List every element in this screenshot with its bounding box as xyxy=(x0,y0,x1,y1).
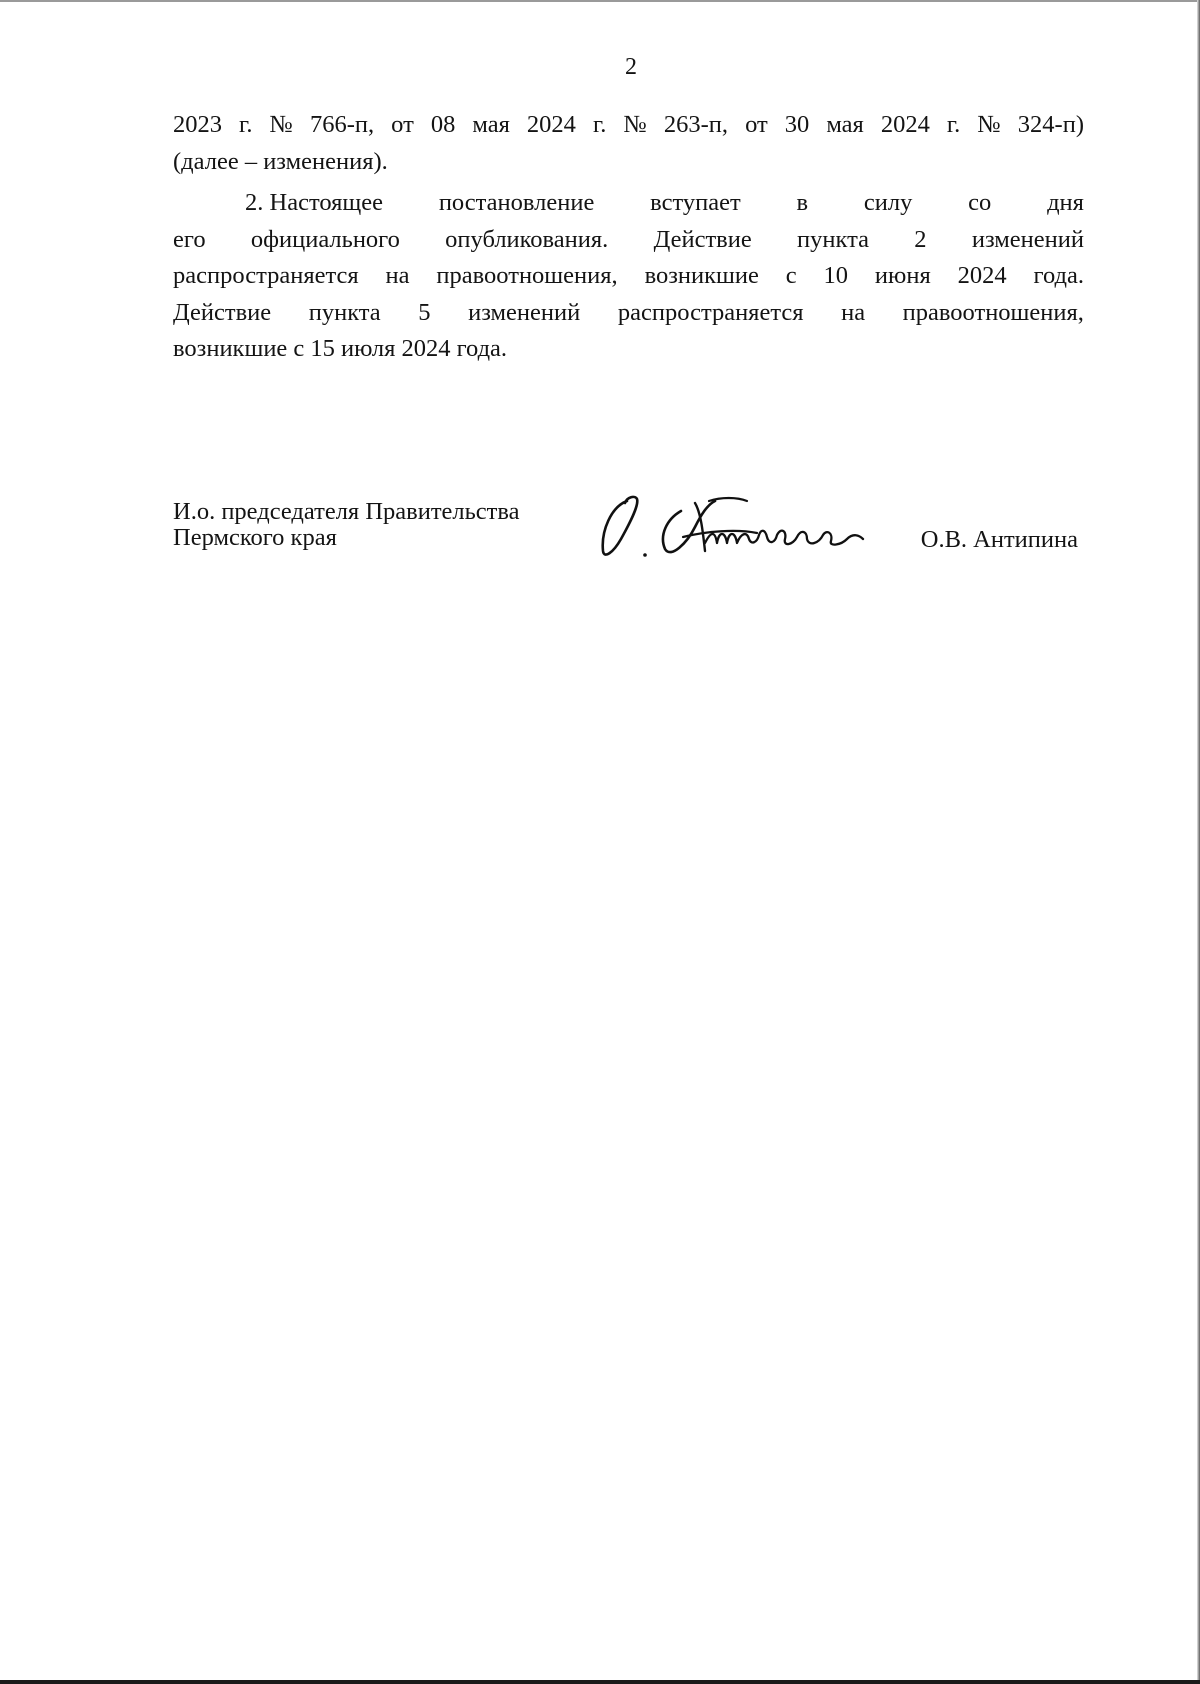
paragraph-2-line-4 xyxy=(173,295,1084,332)
word: 2024 xyxy=(526,111,576,138)
word: июня xyxy=(874,262,931,289)
word: правоотношения, xyxy=(436,262,618,289)
word: со xyxy=(968,189,992,216)
paragraph-2-line-3 xyxy=(173,258,1084,295)
word: 10 xyxy=(823,262,849,289)
signature-block xyxy=(173,499,1084,569)
word: опубликования. xyxy=(445,225,609,253)
signer-name: О.В. Антипина xyxy=(920,526,1078,553)
word: 2 xyxy=(914,225,927,253)
word: мая xyxy=(472,111,510,138)
word: 324-п) xyxy=(1017,111,1084,138)
word: 2023 xyxy=(173,111,222,138)
word: № xyxy=(269,111,293,138)
signer-position xyxy=(173,499,520,551)
scan-edge-top xyxy=(0,0,1200,2)
signer-position-line-2: Пермского края xyxy=(173,524,337,551)
word: Действие xyxy=(653,225,752,253)
word: его xyxy=(173,225,206,253)
word: силу xyxy=(863,189,913,216)
word: с xyxy=(785,262,797,289)
word: в xyxy=(796,189,809,216)
word: от xyxy=(745,111,768,138)
word: постановление xyxy=(438,189,595,216)
word: г. xyxy=(592,111,607,138)
paragraph-2 xyxy=(173,185,1084,368)
paragraph-continuation xyxy=(173,107,1084,180)
word: года. xyxy=(1033,262,1084,289)
page-number: 2 xyxy=(625,54,637,80)
word: 08 xyxy=(430,111,456,138)
word: 766-п, xyxy=(309,111,375,138)
word: изменений xyxy=(468,298,581,326)
signer-position-line-1: И.о. председателя Правительства xyxy=(173,498,520,525)
paragraph-2-line-1 xyxy=(173,185,1084,222)
word: № xyxy=(623,111,647,138)
word: г. xyxy=(946,111,961,138)
word: пункта xyxy=(797,225,869,253)
word: возникшие xyxy=(644,262,759,289)
word: 2024 xyxy=(957,262,1007,289)
paragraph-continuation-line-2: (далее – изменения). xyxy=(173,147,388,175)
word: распространяется xyxy=(173,262,359,289)
word: изменений xyxy=(971,225,1084,253)
paragraph-continuation-line-1 xyxy=(173,107,1084,144)
word: пункта xyxy=(308,298,381,326)
paragraph-2-line-2 xyxy=(173,222,1084,259)
scan-edge-bottom xyxy=(0,1680,1200,1684)
word: № xyxy=(977,111,1001,138)
word: 5 xyxy=(418,298,431,326)
word: вступает xyxy=(650,189,741,216)
word: 2. Настоящее xyxy=(245,189,383,216)
word: г. xyxy=(239,111,253,138)
word: 2024 xyxy=(880,111,930,138)
word: мая xyxy=(826,111,864,138)
paragraph-2-line-5: возникшие с 15 июля 2024 года. xyxy=(173,335,508,362)
word: от xyxy=(391,111,414,138)
word: официального xyxy=(250,225,400,253)
word: на xyxy=(841,298,866,326)
handwritten-signature xyxy=(597,493,907,563)
word: 263-п, xyxy=(663,111,729,138)
word: Действие xyxy=(173,298,272,326)
word: 30 xyxy=(784,111,810,138)
word: на xyxy=(385,262,410,289)
word: распространяется xyxy=(617,298,804,326)
word: дня xyxy=(1047,189,1084,216)
word: правоотношения, xyxy=(902,298,1084,326)
